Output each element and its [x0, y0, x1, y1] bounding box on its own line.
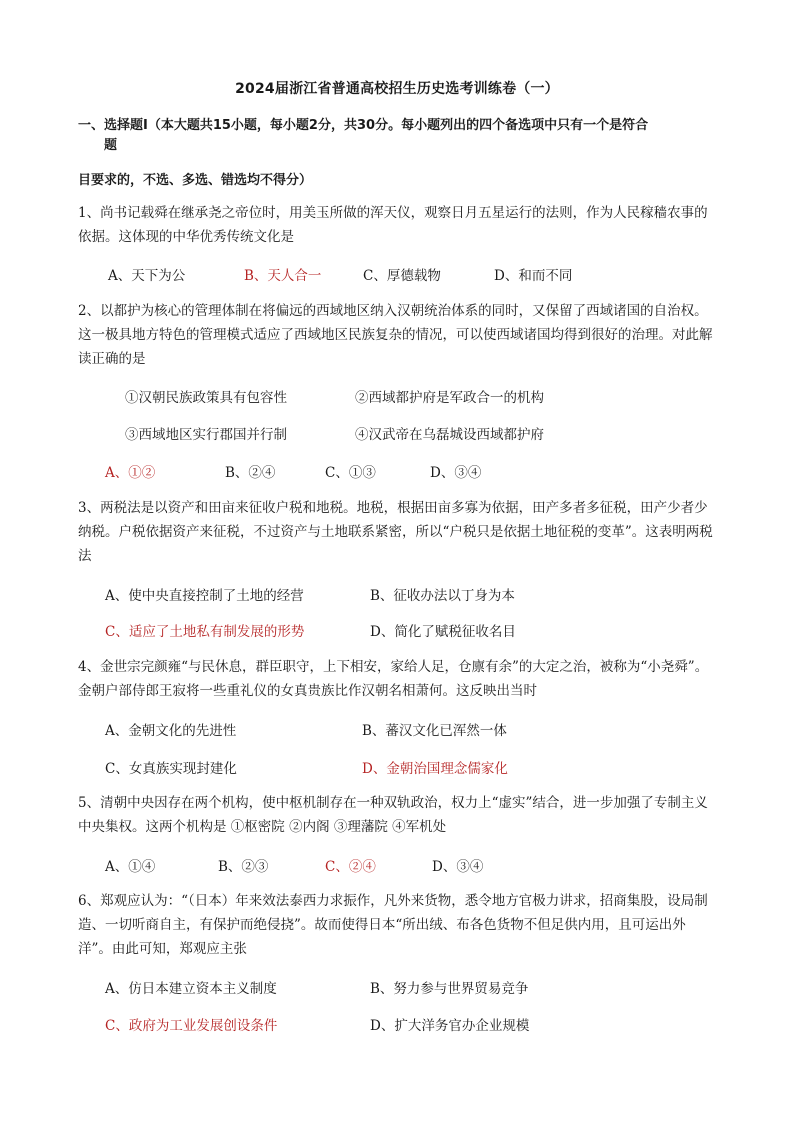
q5-option-d[interactable]: D、③④: [432, 859, 484, 875]
q3-option-c[interactable]: C、适应了土地私有制发展的形势: [105, 624, 305, 640]
q4-option-a[interactable]: A、金朝文化的先进性: [105, 723, 237, 739]
q3-option-b[interactable]: B、征收办法以丁身为本: [370, 588, 515, 604]
question-6-stem: 6、郑观应认为：“（日本）年来效法泰西力求振作，凡外来货物，悉令地方官极力讲求，招商集股，设局制造、一切听商自主，有保护而绝侵挠”。故而使得日本“所出绒、布各色货物不但足供内用，且可运出外洋”。由此可知，郑观应主张: [78, 893, 708, 957]
q2-statement-3: ③西域地区实行郡国并行制: [125, 427, 287, 443]
q1-option-d[interactable]: D、和而不同: [494, 268, 573, 284]
question-5-stem: 5、清朝中央因存在两个机构，使中枢机制存在一种双轨政治，权力上“虚实”结合，进一步加强了专制主义中央集权。这两个机构是 ①枢密院 ②内阁 ③理藩院 ④军机处: [78, 795, 708, 835]
q2-option-d[interactable]: D、③④: [430, 465, 482, 481]
q5-option-b[interactable]: B、②③: [218, 859, 269, 875]
q2-statement-1: ①汉朝民族政策具有包容性: [125, 390, 287, 406]
section-heading-line1: 一、选择题Ⅰ（本大题共15小题，每小题2分，共30分。每小题列出的四个备选项中只有一个是符合: [78, 118, 649, 133]
q4-option-d[interactable]: D、金朝治国理念儒家化: [362, 761, 508, 777]
section-heading-line2: 题: [104, 138, 118, 153]
q6-option-c[interactable]: C、政府为工业发展创设条件: [105, 1018, 278, 1034]
q2-option-a[interactable]: A、①②: [105, 465, 156, 481]
q4-option-b[interactable]: B、蕃汉文化已浑然一体: [362, 723, 507, 739]
q2-option-c[interactable]: C、①③: [325, 465, 376, 481]
q1-option-a[interactable]: A、天下为公: [108, 268, 186, 284]
section-heading-line3: 目要求的，不选、多选、错选均不得分）: [78, 173, 313, 188]
q2-statement-2: ②西域都护府是军政合一的机构: [355, 390, 544, 406]
page-title: 2024届浙江省普通高校招生历史选考训练卷（一）: [235, 81, 559, 97]
q1-option-b[interactable]: B、天人合一: [244, 268, 322, 284]
q5-option-c[interactable]: C、②④: [325, 859, 376, 875]
q2-option-b[interactable]: B、②④: [225, 465, 276, 481]
question-3-stem: 3、两税法是以资产和田亩来征收户税和地税。地税，根据田亩多寡为依据，田产多者多征税，田产少者少纳税。户税依据资产来征税，不过资产与土地联系紧密，所以“户税只是依据土地征税的变革”。这表明两税法: [78, 500, 713, 564]
q5-option-a[interactable]: A、①④: [105, 859, 156, 875]
q6-option-d[interactable]: D、扩大洋务官办企业规模: [370, 1018, 530, 1034]
question-4-stem: 4、金世宗完颜雍“与民休息，群臣职守，上下相安，家给人足，仓廪有余”的大定之治，被称为“小尧舜”。金朝户部侍郎王寂将一些重礼仪的女真贵族比作汉朝名相萧何。这反映出当时: [78, 659, 709, 699]
q1-option-c[interactable]: C、厚德载物: [363, 268, 441, 284]
question-1-stem: 1、尚书记载舜在继承尧之帝位时，用美玉所做的浑天仪，观察日月五星运行的法则，作为人民稼穑农事的依据。这体现的中华优秀传统文化是: [78, 205, 708, 245]
q3-option-a[interactable]: A、使中央直接控制了土地的经营: [105, 588, 304, 604]
q3-option-d[interactable]: D、简化了赋税征收名目: [370, 624, 516, 640]
q6-option-b[interactable]: B、努力参与世界贸易竞争: [370, 981, 529, 997]
section-heading: [78, 116, 718, 156]
q2-statement-4: ④汉武帝在乌磊城设西域都护府: [355, 427, 544, 443]
question-2-stem: 2、以都护为核心的管理体制在将偏远的西域地区纳入汉朝统治体系的同时，又保留了西域诸国的自治权。这一极具地方特色的管理模式适应了西域地区民族复杂的情况，可以使西域诸国均得到很好的治理。对此解读正确的是: [78, 303, 713, 367]
q4-option-c[interactable]: C、女真族实现封建化: [105, 761, 237, 777]
q6-option-a[interactable]: A、仿日本建立资本主义制度: [105, 981, 277, 997]
